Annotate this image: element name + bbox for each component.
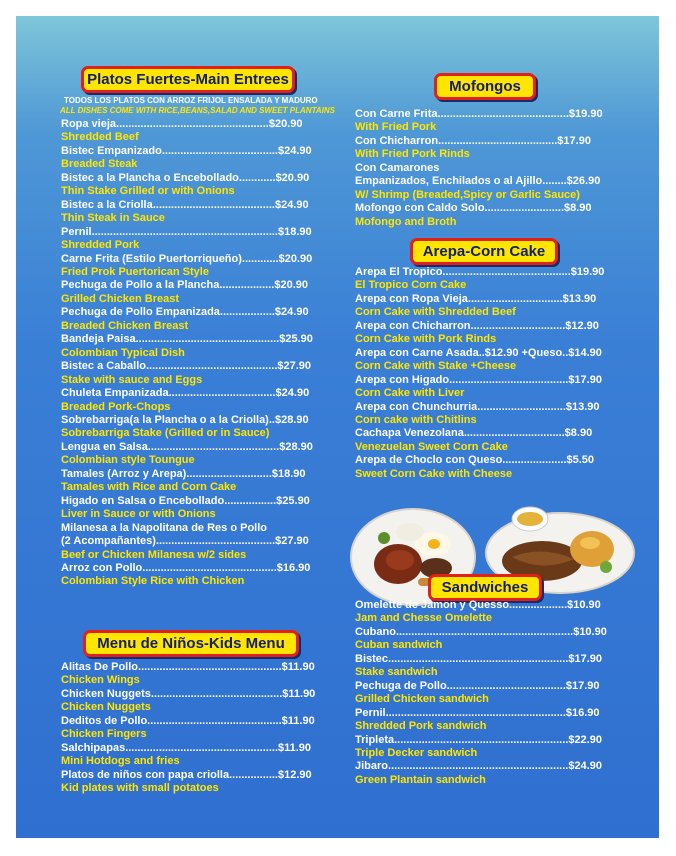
menu-item: Pernil...........................................................$16.90 — [355, 706, 600, 719]
sandwiches-list — [355, 599, 607, 787]
menu-item-translation: Sobrebarriga Stake (Grilled or in Sauce) — [61, 427, 270, 440]
menu-item: Omelette de Jamon y Quesso...................$10.90 — [355, 599, 601, 611]
menu-item: Pechuga de Pollo a la Plancha..................$20.90 — [61, 279, 308, 292]
menu-item: Bistec Empanizado......................................$24.90 — [61, 144, 312, 157]
menu-item: Arepa de Choclo con Queso.....................$5.50 — [355, 454, 595, 467]
menu-item-translation: Corn Cake with Pork Rinds — [355, 333, 497, 346]
menu-item: Salchipapas..................................................$11.90 — [61, 741, 312, 754]
menu-item-translation: Stake with sauce and Eggs — [61, 373, 203, 386]
menu-item-translation: Green Plantain sandwich — [355, 773, 486, 786]
menu-item: Platos de niños con papa criolla................$12.90 — [61, 768, 312, 781]
menu-item-translation: Venezuelan Sweet Corn Cake — [355, 440, 508, 453]
menu-item-translation: Liver in Sauce or with Onions — [61, 508, 216, 521]
menu-item-translation: Beef or Chicken Milanesa w/2 sides — [61, 548, 247, 561]
menu-item-translation: Chicken Wings — [61, 674, 140, 687]
menu-item: Tamales (Arroz y Arepa)............................$18.90 — [61, 467, 306, 480]
menu-item: Arepa con Chunchurria.............................$13.90 — [355, 400, 600, 413]
menu-item: Sobrebarriga(a la Plancha o a la Criolla)..$28.90 — [61, 413, 309, 426]
menu-item: Bistec a la Criolla........................................$24.90 — [61, 198, 309, 211]
menu-item-translation: With Fried Pork — [355, 121, 437, 134]
menu-item: Con Chicharron.......................................$17.90 — [355, 134, 591, 147]
menu-item-translation: Shredded Pork sandwich — [355, 720, 487, 733]
menu-item: Empanizados, Enchilados o al Ajillo........$26.90 — [355, 175, 601, 188]
menu-item: Pechuga de Pollo Empanizada..................$24.90 — [61, 306, 309, 319]
menu-item-translation: Corn Cake with Shredded Beef — [355, 306, 516, 319]
menu-item: Tripleta.........................................................$22.90 — [355, 733, 602, 746]
menu-item: Milanesa a la Napolitana de Res o Pollo — [61, 521, 268, 534]
menu-item-translation: Chicken Fingers — [61, 728, 147, 741]
menu-item-translation: Fried Prok Puertorican Style — [61, 265, 209, 278]
menu-item-translation: Sweet Corn Cake with Cheese — [355, 467, 513, 480]
menu-item: Con Carne Frita...........................................$19.90 — [355, 108, 603, 120]
menu-item-translation: Cuban sandwich — [355, 639, 443, 652]
menu-item: Chuleta Empanizada...................................$24.90 — [61, 387, 310, 400]
menu-item: Ropa vieja..................................................$20.90 — [61, 118, 303, 130]
menu-item: Bistec a Caballo...........................................$27.90 — [61, 360, 312, 373]
menu-item-translation: Shredded Beef — [61, 131, 139, 144]
menu-item: Mofongo con Caldo Solo..........................$8.90 — [355, 202, 592, 215]
arepa-header: Arepa-Corn Cake — [410, 238, 558, 265]
main-entrees-list — [61, 118, 313, 589]
main-entrees-note-en: ALL DISHES COME WITH RICE,BEANS,SALAD AND SWEET PLANTAINS — [60, 106, 335, 115]
menu-item-translation: Thin Stake Grilled or with Onions — [61, 185, 235, 198]
menu-item: Arepa El Tropico..........................................$19.90 — [355, 266, 605, 278]
menu-item: Deditos de Pollo............................................$11.90 — [61, 714, 315, 727]
menu-item-translation: Colombian style Toungue — [61, 454, 195, 467]
menu-item-translation: Grilled Chicken sandwich — [355, 693, 489, 706]
menu-item-translation: Stake sandwich — [355, 666, 438, 679]
menu-item-translation: Mofongo and Broth — [355, 215, 457, 228]
main-entrees-note-es: TODOS LOS PLATOS CON ARROZ FRIJOL ENSALADA Y MADURO — [64, 96, 318, 105]
menu-item: Pechuga de Pollo.......................................$17.90 — [355, 679, 600, 692]
menu-item-translation: Corn Cake with Stake +Cheese — [355, 360, 517, 373]
menu-item: Bistec a la Plancha o Encebollado............$20.90 — [61, 171, 310, 184]
menu-item-translation: Triple Decker sandwich — [355, 746, 478, 759]
menu-item: Arepa con Ropa Vieja...............................$13.90 — [355, 292, 597, 305]
mofongos-list — [355, 108, 603, 229]
menu-item: Chicken Nuggets...........................................$11.90 — [61, 687, 316, 700]
sandwiches-header: Sandwiches — [428, 574, 542, 601]
menu-item-translation: Breaded Pork-Chops — [61, 400, 171, 413]
menu-item-translation: Chicken Nuggets — [61, 701, 151, 714]
menu-item: Carne Frita (Estilo Puertorriqueño)............$20.90 — [61, 252, 313, 265]
menu-item: Arepa con Carne Asada..$12.90 +Queso..$14.90 — [355, 346, 602, 359]
menu-item-translation: Tamales with Rice and Corn Cake — [61, 481, 237, 494]
menu-item: Bistec...........................................................$17.90 — [355, 652, 602, 665]
menu-item-translation: Colombian Typical Dish — [61, 346, 185, 359]
menu-item: Pernil.............................................................$18.90 — [61, 225, 312, 238]
menu-item: Cachapa Venezolana.................................$8.90 — [355, 427, 593, 440]
arepa-list — [355, 266, 604, 481]
menu-item-translation: With Fried Pork Rinds — [355, 148, 470, 161]
menu-item: Lengua en Salsa...........................................$28.90 — [61, 440, 313, 453]
menu-item: (2 Acompañantes).......................................$27.90 — [61, 535, 309, 548]
main-entrees-header: Platos Fuertes-Main Entrees — [81, 66, 295, 93]
menu-item: Cubano..........................................................$10.90 — [355, 625, 607, 638]
menu-item-translation: El Tropico Corn Cake — [355, 279, 467, 292]
menu-item: Con Camarones — [355, 161, 440, 174]
menu-item-translation: Breaded Chicken Breast — [61, 319, 189, 332]
menu-item: Arroz con Pollo............................................$16.90 — [61, 561, 311, 574]
kids-menu-header: Menu de Niños-Kids Menu — [83, 630, 299, 657]
menu-item-translation: Colombian Style Rice with Chicken — [61, 575, 245, 588]
menu-item: Higado en Salsa o Encebollado.................$25.90 — [61, 494, 310, 507]
menu-item: Jibaro...........................................................$24.90 — [355, 760, 602, 773]
kids-menu-list — [61, 661, 315, 796]
menu-item-translation: Thin Steak in Sauce — [61, 212, 165, 225]
menu-item-translation: Corn Cake with Liver — [355, 387, 465, 400]
menu-item-translation: Jam and Chesse Omelette — [355, 612, 492, 625]
menu-item-translation: Breaded Steak — [61, 158, 138, 171]
menu-item-translation: Kid plates with small potatoes — [61, 782, 219, 795]
menu-item-translation: Mini Hotdogs and fries — [61, 755, 180, 768]
mofongos-header: Mofongos — [434, 73, 536, 100]
menu-item: Alitas De Pollo...............................................$11.90 — [61, 661, 315, 673]
menu-item-translation: W/ Shrimp (Breaded,Spicy or Garlic Sauce) — [355, 188, 580, 201]
menu-item-translation: Grilled Chicken Breast — [61, 292, 179, 305]
menu-item: Bandeja Paisa...............................................$25.90 — [61, 333, 313, 346]
menu-item-translation: Shredded Pork — [61, 239, 140, 252]
menu-item: Arepa con Higado.......................................$17.90 — [355, 373, 602, 386]
menu-item-translation: Corn cake with Chitlins — [355, 413, 477, 426]
menu-item: Arepa con Chicharron...............................$12.90 — [355, 319, 599, 332]
